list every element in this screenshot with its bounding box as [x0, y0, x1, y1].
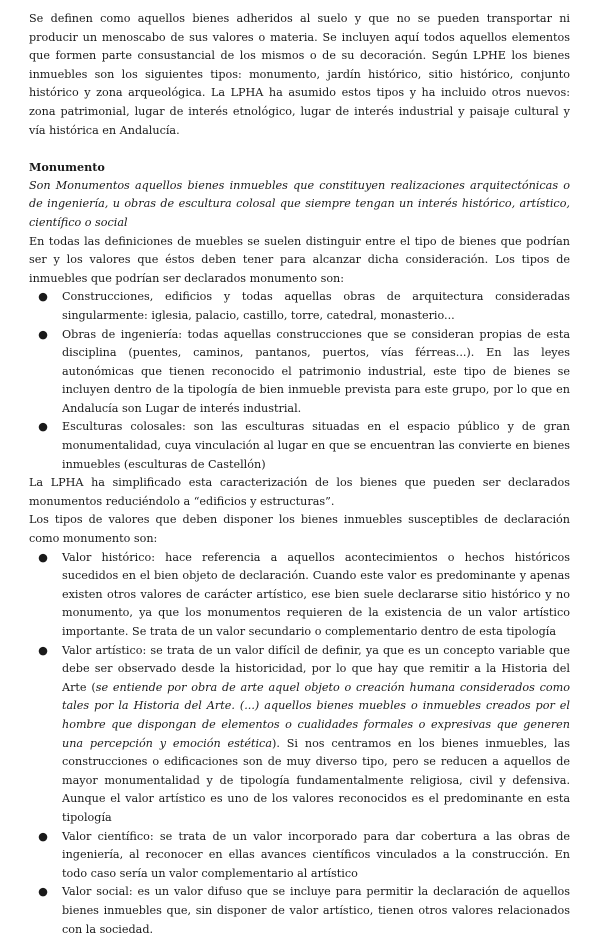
- lpha-paragraph: La LPHA ha simplificado esta caracterización de los bienes que pueden ser declarados monumentos reduciéndolo a “edificios y estructuras”.: [29, 476, 570, 508]
- intro-paragraph: Se definen como aquellos bienes adheridos al suelo y que no se pueden transportar ni producir un menoscabo de sus valores o materia. Se incluyen aquí todos aquellos elementos que formen parte consustancial de los mismos o de su decoración. Según LPHE los bienes inmuebles son los siguientes tipos: monumento, jardín histórico, sitio histórico, conjunto histórico y zona arqueológica. La LPHA ha asumido estos tipos y ha incluido otros nuevos: zona patrimonial, lugar de interés etnológico, lugar de interés industrial y paisaje cultural y vía histórica en Andalucía.: [29, 12, 570, 137]
- types-intro-paragraph: En todas las definiciones de muebles se suelen distinguir entre el tipo de bienes que podrían ser y los valores que éstos deben tener para alcanzar dicha consideración. Los tipos de inmuebles que podrían ser declarados monumento son:: [29, 234, 570, 285]
- bullet-icon: ●: [38, 290, 48, 304]
- list-item: [38, 326, 570, 419]
- bullet-icon: ●: [38, 643, 48, 657]
- list-item: [38, 642, 571, 828]
- bullet-icon: ●: [38, 885, 48, 899]
- monument-definition: Son Monumentos aquellos bienes inmuebles que constituyen realizaciones arquitectónicas o de ingeniería, u obras de escultura colosal que siempre tengan un interés histórico, artístico, científico o social: [29, 178, 570, 229]
- list-item: [38, 828, 570, 884]
- section-heading: Monumento: [29, 160, 105, 175]
- bullet-icon: ●: [38, 829, 48, 843]
- list-item-text: Valor histórico: hace referencia a aquellos acontecimientos o hechos históricos sucedidos en el bien objeto de declaración. Cuando este valor es predominante y apenas existen otros valores de carácter artístico, ese bien suele declararse sitio histórico y no monumento, ya que los monumentos requieren de la existencia de un valor artístico importante. Se trata de un valor secundario o complementario dentro de esta tipología: [62, 550, 570, 638]
- bullet-icon: ●: [38, 327, 48, 341]
- list-item-text: Esculturas colosales: son las esculturas situadas en el espacio público y de gran monumentalidad, cuya vinculación al lugar en que se encuentran las convierte en bienes inmuebles (esculturas de Castellón): [62, 420, 570, 471]
- list-item: [38, 418, 570, 474]
- list-item-text: Valor artístico: se trata de un valor difícil de definir, ya que es un concepto variable que debe ser observado desde la historicidad, por lo que hay que remitir a la Historia del Arte (: [62, 643, 570, 694]
- monument-types-list: [29, 288, 570, 474]
- bullet-icon: ●: [38, 550, 48, 564]
- list-item-text: Valor científico: se trata de un valor incorporado para dar cobertura a las obras de ingeniería, al reconocer en ellas avances científicos vinculados a la construcción. En todo caso sería un valor complementario al artístico: [62, 829, 570, 880]
- art-definition-quote: se entiende por obra de arte aquel objeto o creación humana considerados como tales por la Historia del Arte. (...) aquellos bienes muebles o inmuebles creados por el hombre que dispongan de elementos o cualidades formales o expresivas que generen una percepción y emoción estética: [62, 680, 571, 750]
- list-item: [38, 883, 570, 939]
- list-item-text: Obras de ingeniería: todas aquellas construcciones que se consideran propias de esta disciplina (puentes, caminos, pantanos, puertos, vías férreas...). En las leyes autonómicas que tienen reconocido el patrimonio industrial, este tipo de bienes se incluyen dentro de la tipología de bien inmueble prevista para este grupo, por lo que en Andalucía son Lugar de interés industrial.: [62, 327, 570, 415]
- values-intro-paragraph: Los tipos de valores que deben disponer los bienes inmuebles susceptibles de declaración como monumento son:: [29, 513, 570, 546]
- list-item-text-continued: ). Si nos centramos en los bienes inmuebles, las construcciones o edificaciones son de muy diverso tipo, pero se reducen a aquellos de mayor monumentalidad y de tipología fundamentalmente religiosa, civil y defensiva. Aunque el valor artístico es uno de los valores reconocidos es el predominante en esta tipología: [62, 736, 570, 824]
- list-item: [38, 549, 570, 642]
- bullet-icon: ●: [38, 420, 48, 434]
- list-item: [38, 288, 570, 325]
- list-item-text: Construcciones, edificios y todas aquellas obras de arquitectura consideradas singularmente: iglesia, palacio, castillo, torre, catedral, monasterio...: [62, 290, 570, 322]
- monument-values-list: [29, 549, 570, 939]
- list-item-text: Valor social: es un valor difuso que se incluye para permitir la declaración de aquellos bienes inmuebles que, sin disponer de valor artístico, tienen otros valores relacionados con la sociedad.: [62, 885, 570, 936]
- paragraph-gap: [29, 140, 570, 158]
